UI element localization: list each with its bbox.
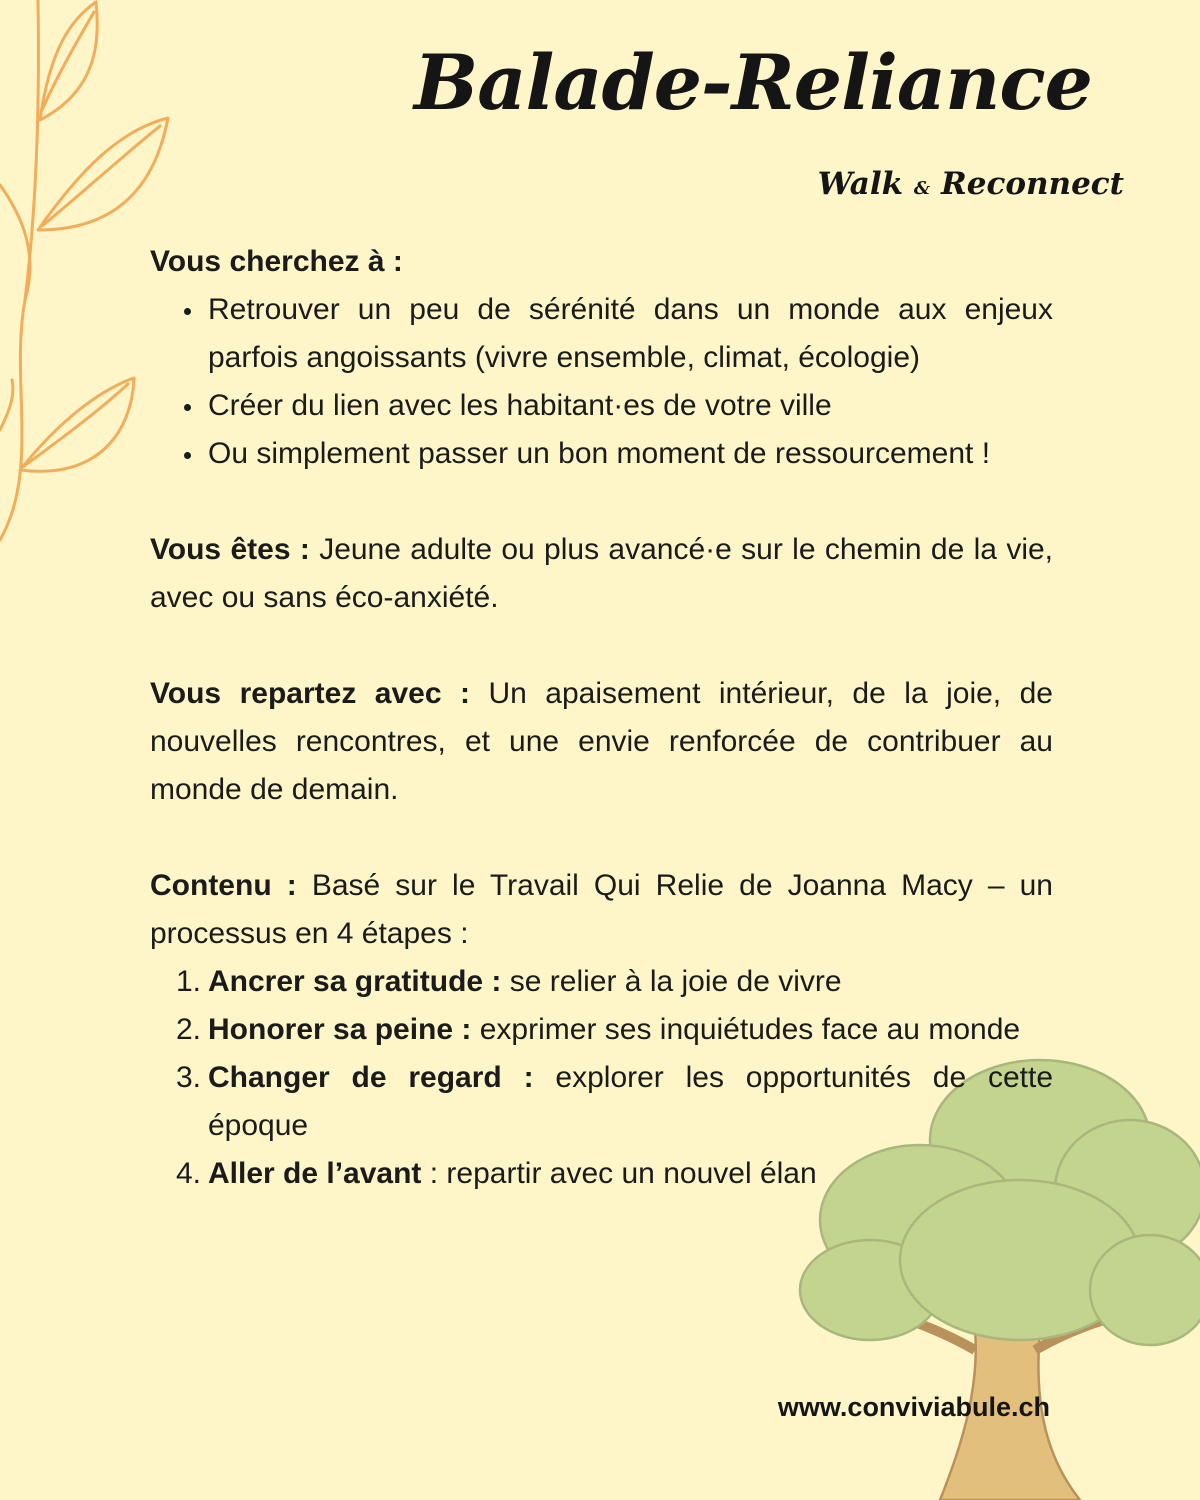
main-content xyxy=(150,238,1053,1198)
page-subtitle: Walk & Reconnect xyxy=(817,166,1124,202)
outcome-paragraph: Vous repartez avec : Un apaisement intérieur, de la joie, de nouvelles rencontres, et une envie renforcée de contribuer au monde de demain. xyxy=(150,677,1053,806)
page-title: Balade-Reliance xyxy=(413,38,1092,127)
section-heading-cherchez: Vous cherchez à : xyxy=(150,245,403,278)
content-paragraph: Contenu : Basé sur le Travail Qui Relie de Joanna Macy – un processus en 4 étapes : xyxy=(150,869,1053,950)
list-item: Créer du lien avec les habitant·es de votre ville xyxy=(150,382,1053,430)
step-item: 4. Aller de l’avant : repartir avec un nouvel élan xyxy=(176,1157,817,1190)
step-item: 3. Changer de regard : explorer les opportunités de cette époque xyxy=(176,1061,1053,1142)
step-item: 2. Honorer sa peine : exprimer ses inquiétudes face au monde xyxy=(176,1013,1021,1046)
list-item: Retrouver un peu de sérénité dans un monde aux enjeux parfois angoissants (vivre ensemble, climat, écologie) xyxy=(150,286,1053,382)
step-item: 1. Ancrer sa gratitude : se relier à la joie de vivre xyxy=(176,965,842,998)
website-link[interactable]: www.conviviabule.ch xyxy=(777,1392,1050,1422)
audience-paragraph: Vous êtes : Jeune adulte ou plus avancé·e sur le chemin de la vie, avec ou sans éco-anxiété. xyxy=(150,533,1054,614)
list-item: Ou simplement passer un bon moment de ressourcement ! xyxy=(150,430,1053,478)
needs-list xyxy=(150,286,1053,478)
steps-list xyxy=(150,958,1053,1198)
